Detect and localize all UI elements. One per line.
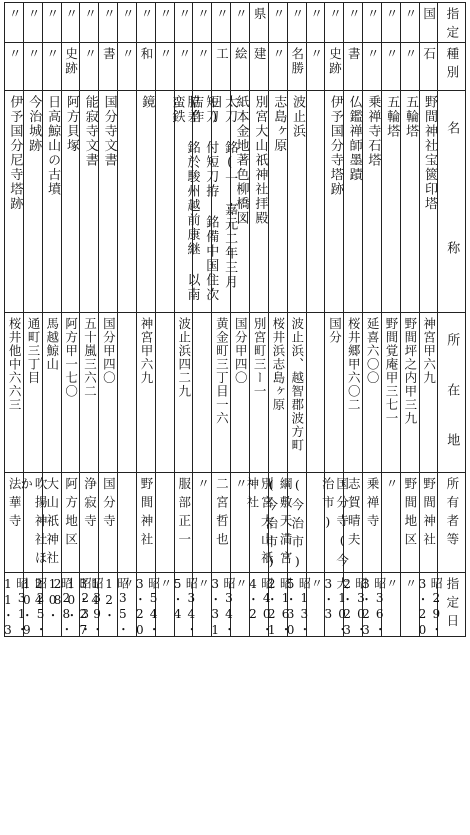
type-text: 〃: [383, 47, 399, 62]
location-text: 桜井他中六六三: [7, 317, 23, 412]
owner-text: 〃: [233, 477, 249, 496]
header-name: [438, 91, 466, 313]
designation-text: 〃: [195, 7, 211, 22]
type-text: 工: [214, 47, 230, 62]
location-text: 桜井浜志島ヶ原: [270, 317, 286, 412]
cell-type: [268, 43, 287, 91]
designation-text: 〃: [233, 7, 249, 22]
cell-designation: [268, 3, 287, 43]
cell-type: [80, 43, 99, 91]
location-text: 国分: [327, 317, 343, 344]
cell-designation: [287, 3, 306, 43]
cell-date: [208, 573, 236, 639]
owner-text: 野間神社: [139, 477, 155, 551]
location-text: 黄金町三丁目一六: [214, 317, 230, 425]
cell-designation: [344, 3, 363, 43]
cell-designation: [363, 3, 382, 43]
header-location-char: 地: [444, 433, 460, 446]
cell-owner: [99, 473, 118, 573]
cell-designation: [381, 3, 400, 43]
name-text: 太刀 銘(一 嘉元二年三月日): [207, 95, 238, 290]
designation-text: 〃: [346, 7, 362, 22]
cell-location: [249, 313, 268, 473]
cell-type: [212, 43, 231, 91]
cell-name: [306, 91, 325, 313]
cell-name: [287, 91, 306, 313]
type-text: 〃: [157, 47, 173, 62]
cell-owner: [263, 473, 294, 575]
name-text: 鏡: [139, 95, 155, 110]
cell-designation: [61, 3, 80, 43]
cell-date: [132, 573, 161, 639]
cell-name: [268, 91, 287, 313]
cell-designation: [99, 3, 118, 43]
owner-text: 二宮哲也: [214, 477, 230, 551]
cell-name: [363, 91, 382, 313]
cell-location: [42, 313, 61, 473]
designation-text: 〃: [327, 7, 343, 22]
name-text: 志島ヶ原: [271, 95, 287, 153]
date-text: 昭29・3・20: [415, 577, 444, 639]
header-location-char: 在: [444, 383, 460, 396]
owner-text: 大山祇神社: [44, 477, 60, 570]
designation-text: 〃: [25, 7, 41, 22]
cell-location: [118, 313, 137, 473]
cell-date: [170, 573, 199, 637]
cell-owner: [136, 473, 155, 573]
owner-text: 服部正一: [176, 477, 192, 551]
cell-owner: [400, 473, 419, 573]
date-text: 〃: [384, 577, 399, 591]
cell-type: [23, 43, 42, 91]
type-text: 史跡: [63, 47, 79, 76]
date-text: 昭25・10・9: [19, 577, 48, 639]
date-text: 昭34・5・4: [170, 577, 199, 637]
cell-type: [306, 43, 325, 91]
cell-type: [174, 43, 193, 91]
date-row: [5, 573, 466, 637]
cell-type: [381, 43, 400, 91]
type-text: 〃: [82, 47, 98, 62]
cell-date: [358, 573, 387, 639]
cell-type: [193, 43, 212, 91]
type-text: 〃: [25, 47, 41, 62]
cell-type: [400, 43, 419, 91]
name-text: 五輪塔: [384, 95, 400, 139]
location-text: 野間覚庵甲三七一: [383, 317, 399, 425]
header-location-char: 所: [444, 333, 460, 346]
cell-owner: [320, 473, 350, 573]
date-text: 昭35・12・14: [88, 577, 130, 637]
location-text: 野間坪之内甲三九: [402, 317, 418, 425]
designation-text: 〃: [402, 7, 418, 22]
date-text: 〃: [196, 577, 211, 591]
cell-owner: [118, 473, 137, 573]
header-designation: [438, 3, 466, 43]
cell-location: [61, 313, 80, 473]
owner-text: 綱敷天満宮(今治市): [263, 477, 294, 575]
cell-type: [231, 43, 250, 91]
owner-text: 国分寺(今治市): [320, 477, 350, 572]
cell-designation: [155, 3, 174, 43]
header-designation-text: 指定: [444, 7, 460, 44]
location-text: 通町三丁目: [25, 317, 41, 385]
name-text: 阿方貝塚: [63, 95, 79, 153]
type-text: 名勝: [289, 47, 305, 76]
designation-text: 〃: [214, 7, 230, 22]
designation-text: 〃: [101, 7, 117, 22]
designation-text: 〃: [176, 7, 192, 22]
header-name-char: 名: [444, 121, 460, 134]
cell-name: [136, 91, 155, 313]
cell-location: [325, 313, 344, 473]
designation-text: 〃: [63, 7, 79, 22]
location-text: 国分甲四〇: [101, 317, 117, 385]
cell-owner: [80, 473, 99, 573]
cell-name: [23, 91, 42, 313]
location-text: 別宮町三ー一: [252, 317, 268, 398]
cell-type: [61, 43, 80, 91]
cell-name: [419, 91, 438, 313]
type-text: 建: [252, 47, 268, 62]
header-type-text: 種別: [444, 47, 460, 84]
cell-type: [419, 43, 438, 91]
cell-date: [415, 573, 444, 639]
cell-location: [136, 313, 155, 473]
cell-name: [99, 91, 118, 313]
cell-designation: [193, 3, 212, 43]
designation-text: 国: [421, 7, 437, 22]
owner-text: 国分寺: [101, 477, 117, 533]
type-text: 〃: [120, 47, 136, 62]
date-text: 昭39・3・27: [76, 577, 105, 639]
owner-text: 〃: [383, 477, 399, 496]
cell-location: [155, 313, 174, 473]
location-text: 国分甲四〇: [233, 317, 249, 385]
name-text: 五輪塔: [403, 95, 419, 139]
cell-owner: [174, 473, 193, 573]
location-text: 馬越鯨山: [44, 317, 60, 371]
cell-designation: [249, 3, 268, 43]
name-text: 伊予国分寺塔跡: [327, 95, 343, 197]
cell-date: [381, 573, 400, 637]
type-text: 〃: [195, 47, 211, 62]
cell-name: [344, 91, 363, 313]
cell-owner: [381, 473, 400, 573]
date-text: 昭28・10・24: [31, 577, 74, 637]
cell-location: [80, 313, 99, 473]
name-text: 今治城跡: [26, 95, 42, 153]
name-text: 野間神社宝篋印塔: [421, 95, 437, 211]
location-text: 延喜六〇〇: [365, 317, 381, 385]
cell-type: [249, 43, 268, 91]
type-text: 〃: [308, 47, 324, 62]
type-row: [5, 43, 466, 91]
header-date-text: 指定日: [444, 577, 460, 633]
location-row: [5, 313, 466, 473]
cell-designation: [400, 3, 419, 43]
cell-owner: [155, 473, 174, 573]
designation-text: 〃: [365, 7, 381, 22]
date-text: 昭40・4・2: [245, 577, 274, 637]
date-text: 〃: [158, 577, 173, 591]
type-text: 絵: [233, 47, 249, 62]
cell-location: [174, 313, 193, 473]
name-text: 能寂寺文書: [82, 95, 98, 168]
cell-date: [283, 573, 312, 639]
cell-designation: [42, 3, 61, 43]
designation-text: 〃: [44, 7, 60, 22]
cell-name: [5, 91, 24, 313]
cell-type: [42, 43, 61, 91]
cell-designation: [174, 3, 193, 43]
location-text: 神宮甲六九: [139, 317, 155, 385]
cell-name: [207, 91, 238, 313]
cell-designation: [118, 3, 137, 43]
cell-designation: [419, 3, 438, 43]
owner-text: 〃: [195, 477, 211, 496]
name-text: 別宮大山祇神社拝殿: [252, 95, 268, 226]
cell-designation: [80, 3, 99, 43]
owner-text: 志賀晴夫: [346, 477, 362, 551]
cell-type: [325, 43, 344, 91]
cell-owner: [287, 473, 306, 573]
designation-text: 〃: [120, 7, 136, 22]
cell-name: [118, 91, 137, 313]
cell-location: [419, 313, 438, 473]
location-text: 桜井郷甲六〇二: [346, 317, 362, 412]
name-text: 日高鯨山の古墳: [45, 95, 61, 197]
owner-text: 野間地区: [402, 477, 418, 551]
designation-text: 県: [252, 7, 268, 22]
cell-type: [155, 43, 174, 91]
name-text: 伊予国分尼寺塔跡: [7, 95, 23, 211]
cell-name: [80, 91, 99, 313]
cell-location: [193, 313, 212, 473]
cell-designation: [231, 3, 250, 43]
cell-designation: [5, 3, 24, 43]
designation-text: 〃: [308, 7, 324, 22]
date-text: 昭16・2・21: [264, 577, 293, 639]
header-location: [438, 313, 466, 473]
type-text: 和: [139, 47, 155, 62]
type-text: 〃: [402, 47, 418, 62]
name-text: 仏鑑禅師墨蹟: [346, 95, 362, 182]
designation-text: 〃: [157, 7, 173, 22]
designation-text: 〃: [289, 7, 305, 22]
cell-location: [400, 313, 419, 473]
cultural-property-table: [0, 2, 466, 639]
name-text: 国分寺文書: [101, 95, 117, 168]
cell-owner: [42, 473, 61, 573]
cell-name: [42, 91, 61, 313]
cell-designation: [325, 3, 344, 43]
cell-location: [212, 313, 231, 473]
cell-owner: [193, 473, 212, 573]
date-text: 昭34・3・31: [208, 577, 236, 639]
cell-location: [231, 313, 250, 473]
designation-row: [5, 3, 466, 43]
cell-name: [381, 91, 400, 313]
cell-name: [400, 91, 419, 313]
name-text: 波止浜: [290, 95, 306, 139]
owner-text: 乗禅寺: [365, 477, 381, 533]
location-text: 五十嵐三六二: [82, 317, 98, 398]
cell-designation: [136, 3, 155, 43]
designation-text: 〃: [139, 7, 155, 22]
cell-location: [23, 313, 42, 473]
designation-text: 〃: [383, 7, 399, 22]
header-name-char: 称: [444, 241, 460, 254]
cell-location: [344, 313, 363, 473]
date-text: 昭30・2・23: [340, 577, 368, 639]
header-owner: [438, 473, 466, 573]
date-text: 〃: [309, 577, 324, 591]
cell-type: [287, 43, 306, 91]
owner-text: 法華寺: [7, 477, 23, 533]
cell-location: [287, 313, 306, 473]
cell-owner: [419, 473, 438, 573]
date-text: 大10・3・3: [321, 577, 350, 637]
cell-type: [136, 43, 155, 91]
location-text: 波止浜、越智郡波方町: [289, 317, 305, 452]
cell-location: [306, 313, 325, 473]
date-text: 〃: [403, 577, 418, 591]
owner-text: 阿方地区: [63, 477, 79, 551]
cell-owner: [344, 473, 363, 573]
name-text: 乗禅寺石塔: [365, 95, 381, 168]
type-text: 史跡: [327, 47, 343, 76]
name-text: 脇差 銘於駿州越前康継 以南蛮鉄: [169, 95, 200, 302]
cell-owner: [61, 473, 80, 573]
designation-text: 〃: [270, 7, 286, 22]
header-owner-text: 所有者等: [444, 477, 460, 551]
type-text: 〃: [365, 47, 381, 62]
cell-owner: [18, 473, 49, 573]
cell-designation: [212, 3, 231, 43]
cell-location: [363, 313, 382, 473]
owner-text: (今治市): [289, 477, 305, 575]
cell-owner: [212, 473, 231, 573]
type-text: 〃: [44, 47, 60, 62]
cell-type: [344, 43, 363, 91]
date-text: 昭31・11・3: [0, 577, 29, 639]
cell-name: [61, 91, 80, 313]
cell-type: [5, 43, 24, 91]
location-text: 波止浜四二九: [176, 317, 192, 398]
cell-name: [231, 91, 250, 313]
cell-type: [118, 43, 137, 91]
date-text: 昭23・10・28: [50, 577, 93, 637]
name-text: 短刀 付短刀拵 銘備中国住次吉作: [188, 95, 219, 302]
cell-location: [5, 313, 24, 473]
owner-text: 野間神社: [421, 477, 437, 551]
owner-text: 吹揚神社ほか: [18, 477, 49, 570]
owner-text: 別宮大山祇神社: [244, 477, 275, 570]
header-type: [438, 43, 466, 91]
type-text: 石: [421, 47, 437, 62]
date-text: 昭13・5・30: [283, 577, 312, 639]
type-text: 書: [346, 47, 362, 62]
type-text: 書: [101, 47, 117, 62]
type-text: 〃: [176, 47, 192, 62]
location-text: 阿方甲一七〇: [63, 317, 79, 398]
cell-name: [325, 91, 344, 313]
cell-designation: [23, 3, 42, 43]
type-text: 〃: [270, 47, 286, 62]
type-text: 〃: [7, 47, 23, 62]
designation-text: 〃: [82, 7, 98, 22]
designation-text: 〃: [7, 7, 23, 22]
cell-owner: [363, 473, 382, 573]
cell-location: [381, 313, 400, 473]
owner-text: 浄寂寺: [82, 477, 98, 533]
name-row: [5, 91, 466, 313]
cell-designation: [306, 3, 325, 43]
date-text: 昭54・3・20: [132, 577, 161, 639]
cell-name: [249, 91, 268, 313]
cell-location: [268, 313, 287, 473]
cell-type: [363, 43, 382, 91]
cell-type: [99, 43, 118, 91]
name-text: 紙本金地著色柳橋図: [233, 95, 249, 226]
location-text: 神宮甲六九: [421, 317, 437, 385]
cell-location: [99, 313, 118, 473]
date-text: 〃: [233, 577, 248, 591]
owner-row: [5, 473, 466, 573]
date-text: 〃: [120, 577, 135, 591]
date-text: 昭36・3・23: [358, 577, 387, 639]
